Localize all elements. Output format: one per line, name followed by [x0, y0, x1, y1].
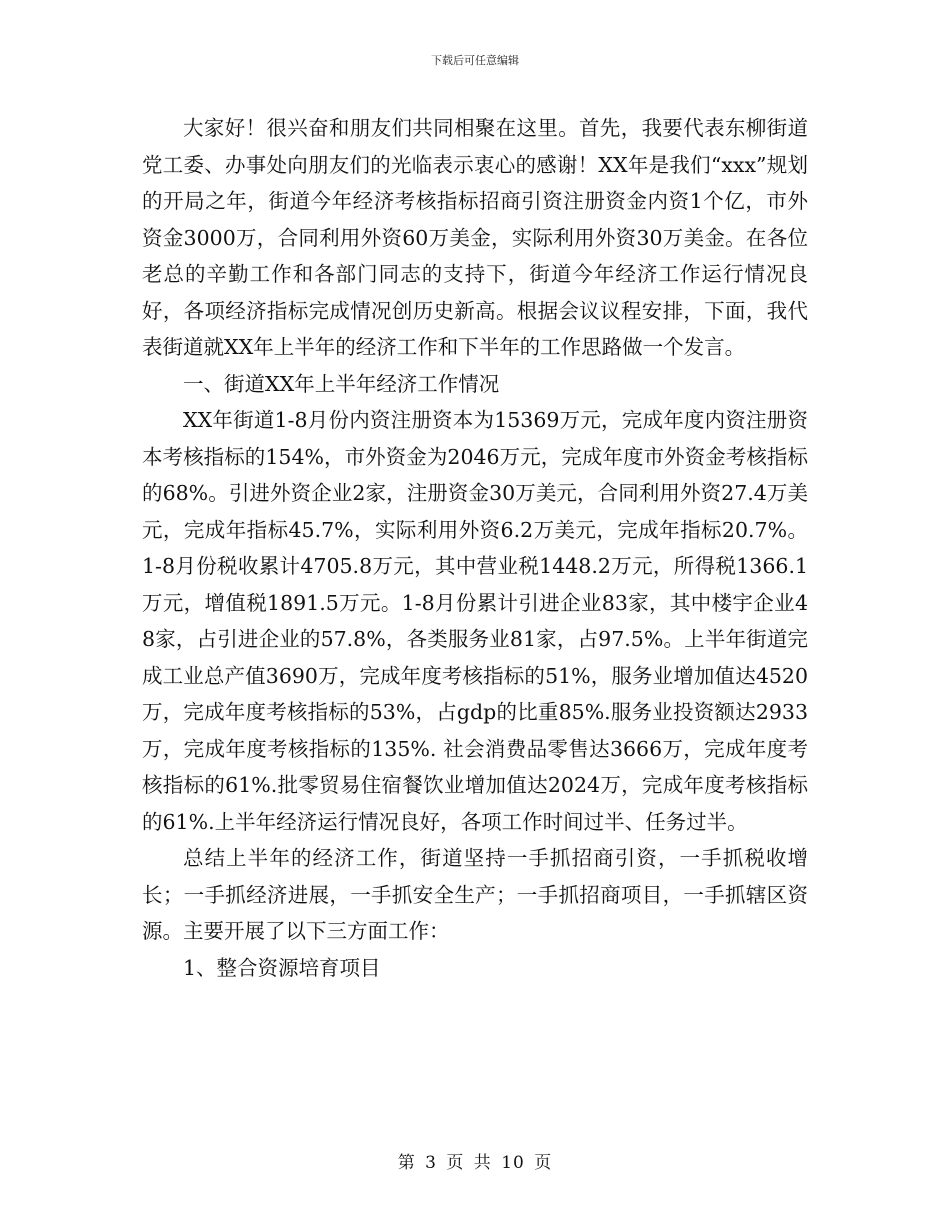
paragraph-summary: 总结上半年的经济工作，街道坚持一手抓招商引资，一手抓税收增长；一手抓经济进展，一手抓安全生产；一手抓招商项目，一手抓辖区资源。主要开展了以下三方面工作：	[142, 846, 808, 943]
subsection-heading: 1、整合资源培育项目	[183, 955, 381, 980]
paragraph-greeting: 大家好！很兴奋和朋友们共同相聚在这里。首先，我要代表东柳街道党工委、办事处向朋友们的光临表示衷心的感谢！XX年是我们“xxx”规划的开局之年，街道今年经济考核指标招商引资注册资金内资1个亿，市外资金3000万，合同利用外资60万美金，实际利用外资30万美金。在各位老总的辛勤工作和各部门同志的支持下，街道今年经济工作运行情况良好，各项经济指标完成情况创历史新高。根据会议议程安排，下面，我代表街道就XX年上半年的经济工作和下半年的工作思路做一个发言。	[142, 116, 808, 359]
section-heading: 一、街道XX年上半年经济工作情况	[183, 371, 500, 396]
page-number: 第 3 页 共 10 页	[397, 1153, 553, 1173]
page-header-note: 下载后可任意编辑	[431, 54, 519, 67]
document-body	[142, 110, 808, 986]
paragraph-economic-data: XX年街道1-8月份内资注册资本为15369万元，完成年度内资注册资本考核指标的154%，市外资金为2046万元，完成年度市外资金考核指标的68%。引进外资企业2家，注册资金30万美元，合同利用外资27.4万美元，完成年指标45.7%，实际利用外资6.2万美元，完成年指标20.7%。1-8月份税收累计4705.8万元，其中营业税1448.2万元，所得税1366.1万元，增值税1891.5万元。1-8月份累计引进企业83家，其中楼宇企业48家，占引进企业的57.8%，各类服务业81家，占97.5%。上半年街道完成工业总产值3690万，完成年度考核指标的51%，服务业增加值达4520万，完成年度考核指标的53%，占gdp的比重85%.服务业投资额达2933万，完成年度考核指标的135%. 社会消费品零售达3666万，完成年度考核指标的61%.批零贸易住宿餐饮业增加值达2024万，完成年度考核指标的61%.上半年经济运行情况良好，各项工作时间过半、任务过半。	[142, 408, 808, 834]
